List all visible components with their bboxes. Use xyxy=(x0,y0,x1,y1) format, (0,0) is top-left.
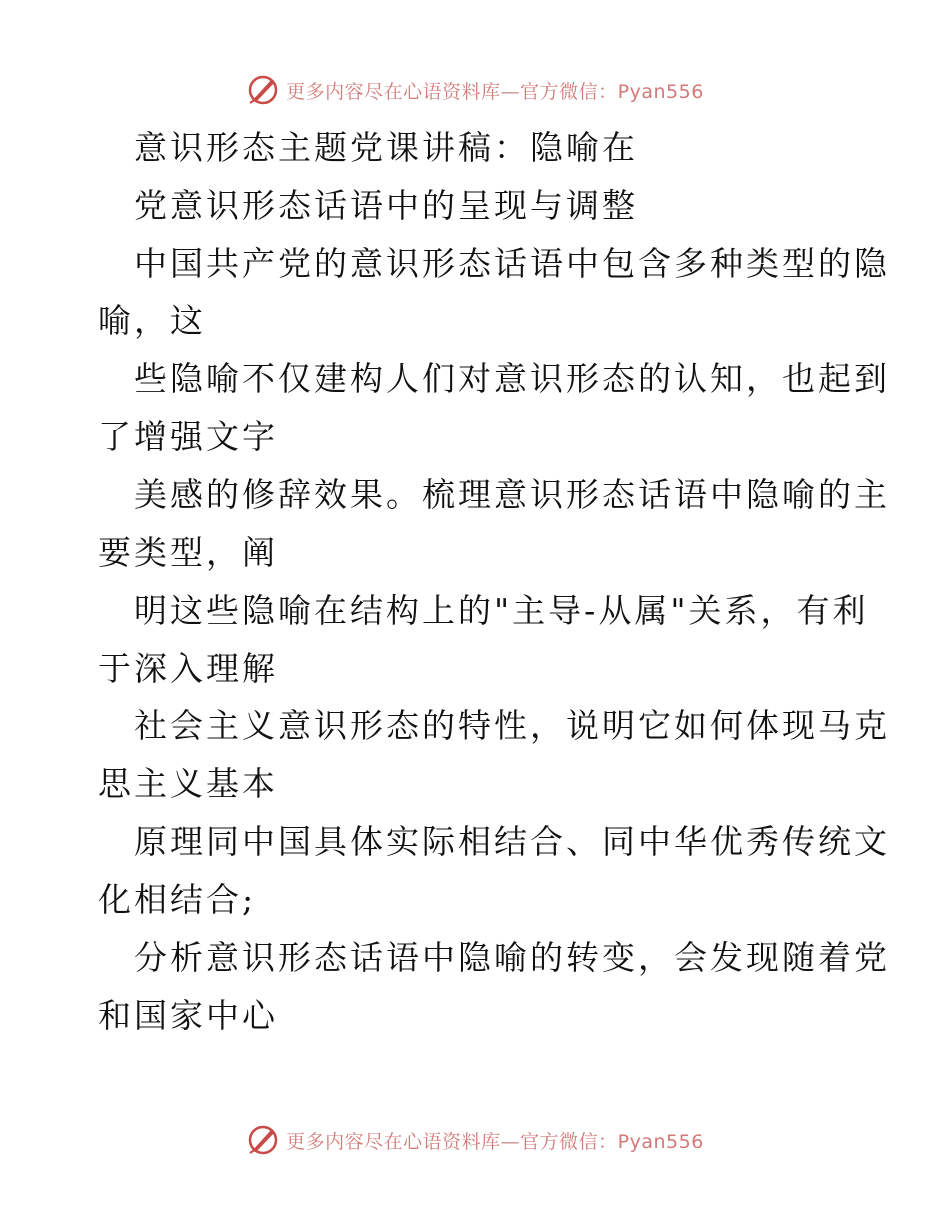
paragraph-line: 化相结合; xyxy=(98,880,257,919)
header-watermark xyxy=(0,70,950,110)
paragraph-line: 了增强文字 xyxy=(98,417,278,456)
footer-watermark xyxy=(0,1120,950,1160)
paragraph-line: 美感的修辞效果。梳理意识形态话语中隐喻的主 xyxy=(134,475,890,514)
paragraph-line: 思主义基本 xyxy=(98,764,278,803)
quill-logo-icon xyxy=(246,1123,280,1157)
paragraph-line: 些隐喻不仅建构人们对意识形态的认知，也起到 xyxy=(134,359,890,398)
paragraph-line: 社会主义意识形态的特性，说明它如何体现马克 xyxy=(134,706,890,745)
quill-logo-icon xyxy=(246,73,280,107)
paragraph-line: 明这些隐喻在结构上的"主导-从属"关系，有利 xyxy=(134,591,869,630)
paragraph-line: 喻，这 xyxy=(98,301,206,340)
paragraph-line: 中国共产党的意识形态话语中包含多种类型的隐 xyxy=(134,244,890,283)
watermark-text: 更多内容尽在心语资料库—官方微信：Pyan556 xyxy=(286,1130,704,1153)
paragraph-line: 于深入理解 xyxy=(98,649,278,688)
paragraph-line: 和国家中心 xyxy=(98,996,278,1035)
document-title-line-1: 意识形态主题党课讲稿：隐喻在 xyxy=(134,128,638,167)
paragraph-line: 要类型，阐 xyxy=(98,533,278,572)
paragraph-line: 原理同中国具体实际相结合、同中华优秀传统文 xyxy=(134,822,890,861)
watermark-text: 更多内容尽在心语资料库—官方微信：Pyan556 xyxy=(286,80,704,103)
paragraph-line: 分析意识形态话语中隐喻的转变，会发现随着党 xyxy=(134,938,890,977)
document-title-line-2: 党意识形态话语中的呈现与调整 xyxy=(134,186,638,225)
